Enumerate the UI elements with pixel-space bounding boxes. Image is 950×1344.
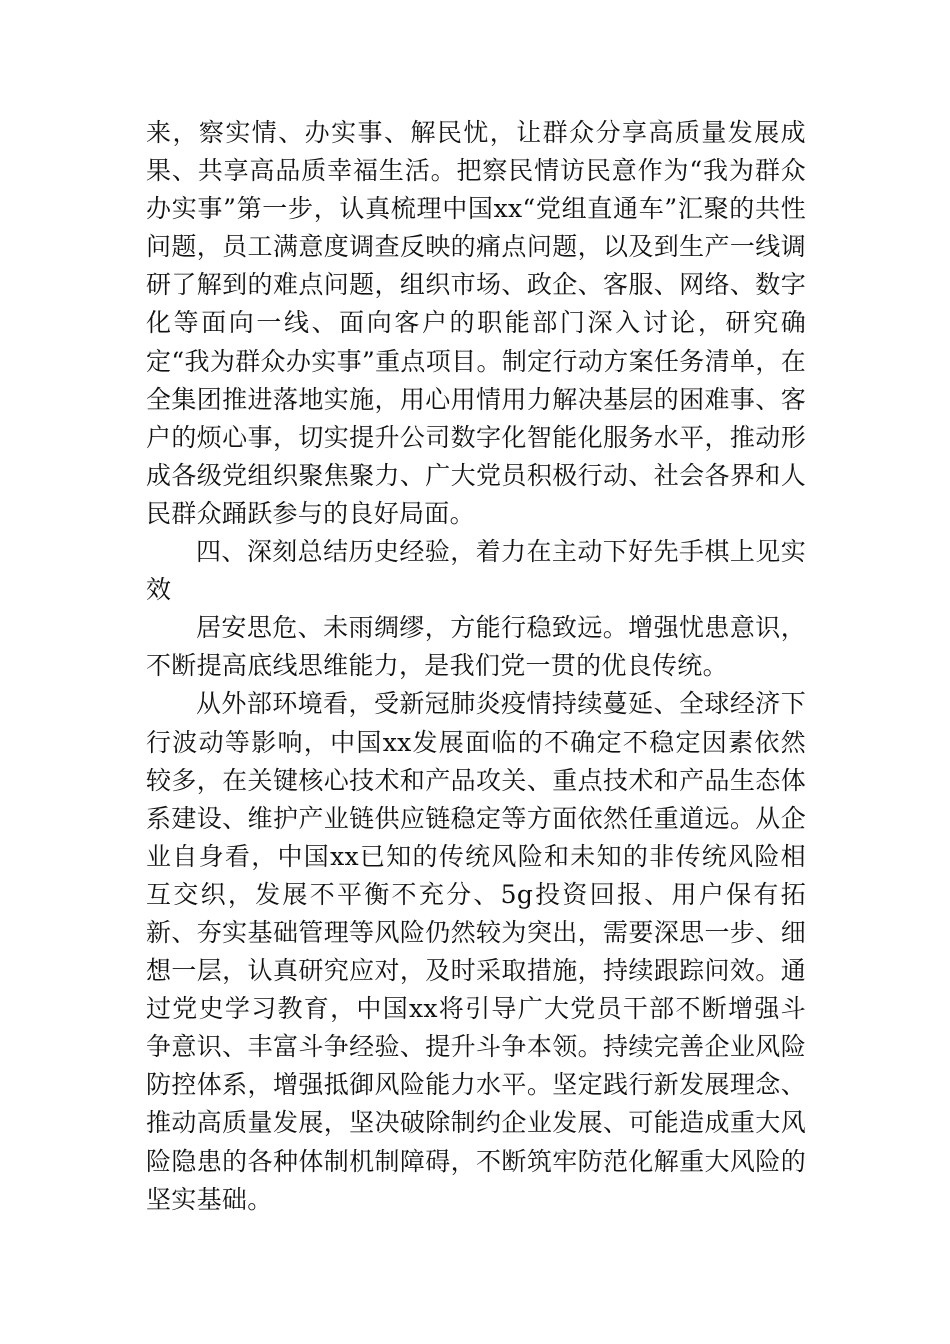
paragraph-risk-analysis: 从外部环境看，受新冠肺炎疫情持续蔓延、全球经济下行波动等影响，中国xx发展面临的不确定不稳定因素依然较多，在关键核心技术和产品攻关、重点技术和产品生态体系建设、维护产业链供应链稳定等方面依然任重道远。从企业自身看，中国xx已知的传统风险和未知的非传统风险相互交织，发展不平衡不充分、5g投资回报、用户保有拓新、夯实基础管理等风险仍然较为突出，需要深思一步、细想一层，认真研究应对，及时采取措施，持续跟踪问效。通过党史学习教育，中国xx将引导广大党员干部不断增强斗争意识、丰富斗争经验、提升斗争本领。持续完善企业风险防控体系，增强抵御风险能力水平。坚定践行新发展理念、推动高质量发展，坚决破除制约企业发展、可能造成重大风险隐患的各种体制机制障碍，不断筑牢防范化解重大风险的坚实基础。 [146, 689, 806, 1214]
document-body [146, 114, 806, 1219]
paragraph-continuation: 来，察实情、办实事、解民忧，让群众分享高质量发展成果、共享高品质幸福生活。把察民情访民意作为“我为群众办实事”第一步，认真梳理中国xx“党组直通车”汇聚的共性问题，员工满意度调查反映的痛点问题，以及到生产一线调研了解到的难点问题，组织市场、政企、客服、网络、数字化等面向一线、面向客户的职能部门深入讨论，研究确定“我为群众办实事”重点项目。制定行动方案任务清单，在全集团推进落地实施，用心用情用力解决基层的困难事、客户的烦心事，切实提升公司数字化智能化服务水平，推动形成各级党组织聚焦聚力、广大党员积极行动、社会各界和人民群众踊跃参与的良好局面。 [146, 118, 806, 528]
section-heading-four: 四、深刻总结历史经验，着力在主动下好先手棋上见实效 [146, 537, 806, 605]
paragraph-vigilance: 居安思危、未雨绸缪，方能行稳致远。增强忧患意识，不断提高底线思维能力，是我们党一贯的优良传统。 [146, 613, 806, 681]
